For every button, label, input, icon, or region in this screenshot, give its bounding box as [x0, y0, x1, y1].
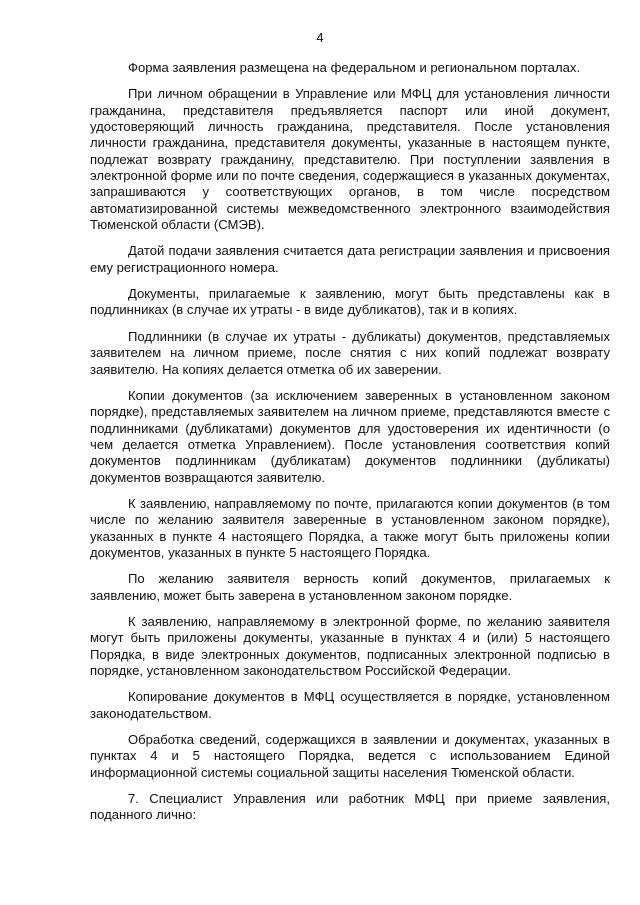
page-number: 4: [316, 30, 324, 45]
paragraph-originals-return: Подлинники (в случае их утраты - дубликаты) документов, представляемых заявителем на личном приеме, после снятия с них копий подлежат возврату заявителю. На копиях делается отметка об их заверении.: [90, 328, 610, 377]
paragraph-mfc-copying: Копирование документов в МФЦ осуществляется в порядке, установленном законодательством.: [90, 689, 610, 721]
paragraph-electronic-application: К заявлению, направляемому в электронной форме, по желанию заявителя могут быть приложены документы, указанные в пунктах 4 и (или) 5 настоящего Порядка, в виде электронных документов, подписанных электронной подписью в порядке, установленном законодательством Российской Федерации.: [90, 613, 610, 678]
paragraph-attached-documents: Документы, прилагаемые к заявлению, могут быть представлены как в подлинниках (в случае их утраты - в виде дубликатов), так и в копиях.: [90, 286, 610, 318]
paragraph-personal-appeal: При личном обращении в Управление или МФЦ для установления личности гражданина, представителя предъявляется паспорт или иной документ, удостоверяющий личность гражданина, представителя. После установления личности гражданина, представителя документы, указанные в настоящем пункте, подлежат возврату гражданину, представителю. При поступлении заявления в электронной форме или по почте сведения, содержащиеся в указанных документах, запрашиваются у соответствующих органов, в том числе посредством автоматизированной системы межведомственного электронного взаимодействия Тюменской области (СМЭВ).: [90, 86, 610, 233]
paragraph-postal-application: К заявлению, направляемому по почте, прилагаются копии документов (в том числе по желанию заявителя заверенные в установленном законом порядке), указанных в пункте 4 настоящего Порядка, а также могут быть приложены копии документов, указанных в пункте 5 настоящего Порядка.: [90, 495, 610, 560]
paragraph-item-7: 7. Специалист Управления или работник МФЦ при приеме заявления, поданного лично:: [90, 791, 610, 823]
paragraph-submission-date: Датой подачи заявления считается дата регистрации заявления и присвоения ему регистрационного номера.: [90, 243, 610, 275]
paragraph-copies-certification: По желанию заявителя верность копий документов, прилагаемых к заявлению, может быть заверена в установленном законом порядке.: [90, 571, 610, 603]
paragraph-data-processing: Обработка сведений, содержащихся в заявлении и документах, указанных в пунктах 4 и 5 настоящего Порядка, ведется с использованием Единой информационной системы социальной защиты населения Тюменской области.: [90, 732, 610, 780]
paragraph-copies-verification: Копии документов (за исключением заверенных в установленном законом порядке), представляемых заявителем на личном приеме, представляются вместе с подлинниками (дубликатами) документов для удостоверения их идентичности (о чем делается отметка Управлением). После установления соответствия копий документов подлинникам (дубликатам) документов подлинники (дубликаты) документов возвращаются заявителю.: [90, 387, 610, 485]
document-body: [90, 60, 610, 834]
paragraph-form-location: Форма заявления размещена на федеральном и региональном порталах.: [128, 60, 581, 75]
